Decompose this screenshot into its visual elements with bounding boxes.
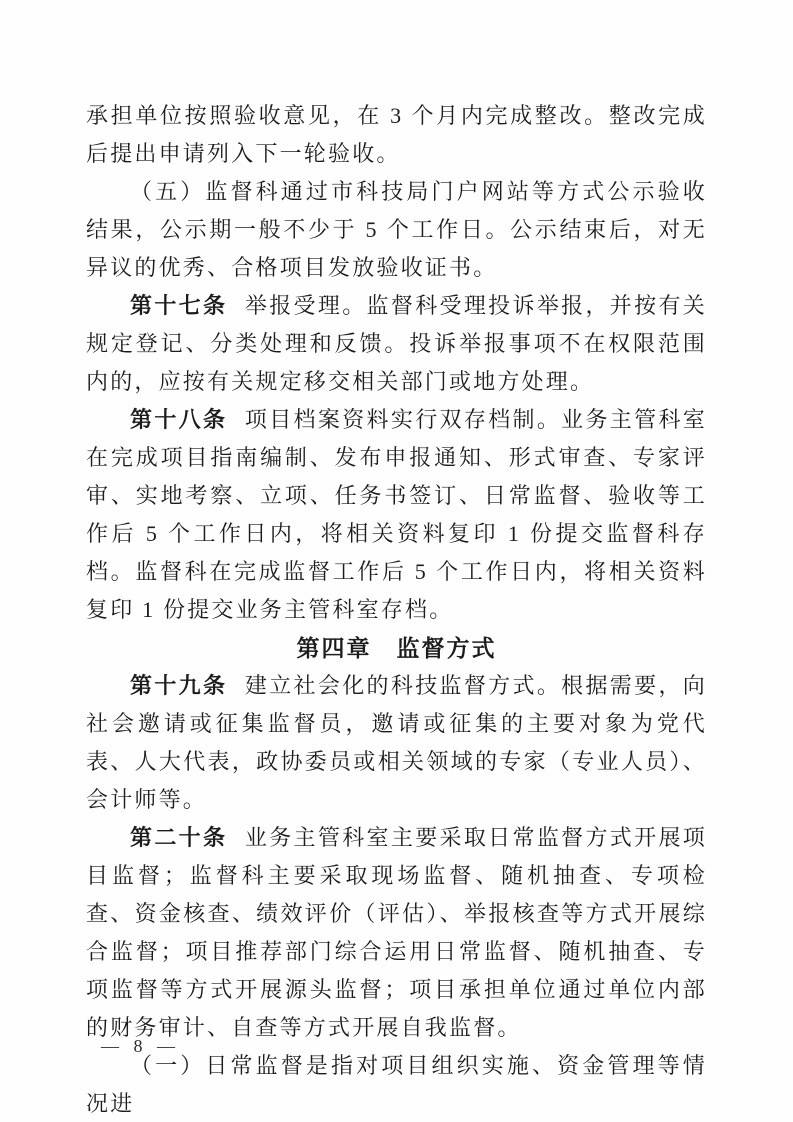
article-number: 第十九条 (130, 673, 228, 698)
paragraph-continuation (86, 97, 707, 173)
paragraph-text: （五）监督科通过市科技局门户网站等方式公示验收结果，公示期一般不少于 5 个工作日。公示结束后，对无异议的优秀、合格项目发放验收证书。 (86, 179, 707, 280)
article-19 (86, 667, 707, 819)
paragraph-text: 业务主管科室主要采取日常监督方式开展项目监督；监督科主要采取现场监督、随机抽查、专项检查、资金核查、绩效评价（评估）、举报核查等方式开展综合监督；项目推荐部门综合运用日常监督、随机抽查、专项监督等方式开展源头监督；项目承担单位通过单位内部的财务审计、自查等方式开展自我监督。 (86, 825, 707, 1040)
paragraph-item-1 (86, 1047, 707, 1122)
article-20 (86, 819, 707, 1047)
chapter-heading: 第四章 监督方式 (296, 635, 497, 661)
paragraph-text: （一）日常监督是指对项目组织实施、资金管理等情况进 (86, 1053, 707, 1116)
article-17 (86, 287, 707, 401)
article-number: 第二十条 (130, 825, 228, 850)
page-number: — 8 — (101, 1036, 180, 1056)
paragraph-text: 承担单位按照验收意见，在 3 个月内完成整改。整改完成后提出申请列入下一轮验收。 (86, 103, 707, 166)
document-body (86, 97, 707, 1122)
article-18 (86, 401, 707, 629)
paragraph-text: 项目档案资料实行双存档制。业务主管科室在完成项目指南编制、发布申报通知、形式审查、专家评审、实地考察、立项、任务书签订、日常监督、验收等工作后 5 个工作日内，将相关资料复印 1 份提交监督科存档。监督科在完成监督工作后 5 个工作日内，将相关资料复印 1 份提交业务主管科室存档。 (86, 407, 707, 622)
article-number: 第十七条 (130, 293, 228, 318)
paragraph-item-5 (86, 173, 707, 287)
paragraph-text: 建立社会化的科技监督方式。根据需要，向社会邀请或征集监督员，邀请或征集的主要对象为党代表、人大代表，政协委员或相关领域的专家（专业人员）、会计师等。 (86, 673, 707, 812)
article-number: 第十八条 (130, 407, 228, 432)
paragraph-text: 举报受理。监督科受理投诉举报，并按有关规定登记、分类处理和反馈。投诉举报事项不在权限范围内的，应按有关规定移交相关部门或地方处理。 (86, 293, 707, 394)
